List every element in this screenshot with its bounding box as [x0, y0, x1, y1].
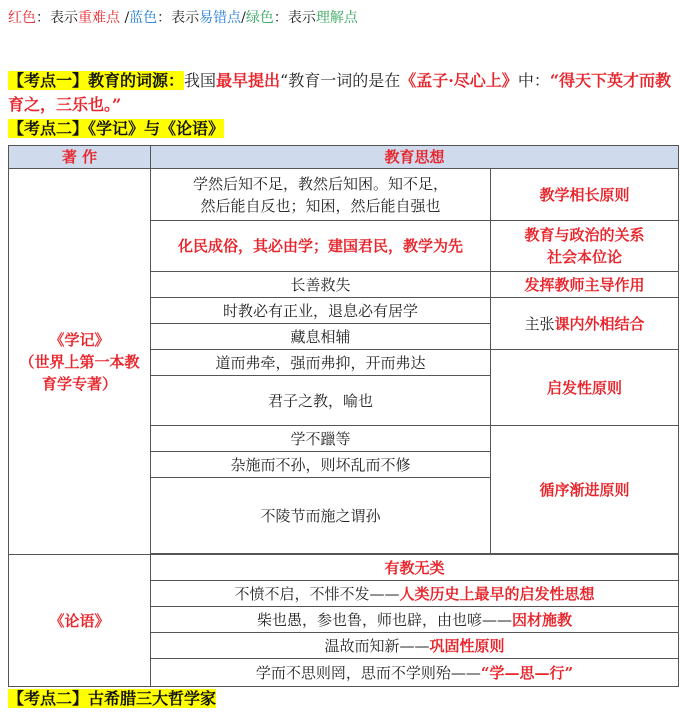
point2-heading: 【考点二】《学记》与《论语》 — [8, 119, 225, 138]
lunyu-note: 人类历史上最早的启发性思想 — [399, 584, 595, 603]
lunyu-cell: 《论语》 — [9, 555, 151, 687]
lunyu-note: 因材施教 — [512, 610, 573, 629]
principle-cell: 教学相长原则 — [491, 169, 679, 221]
lunyu-quote: 温故而知新—— — [324, 636, 430, 655]
quote-cell: 道而弗牵，强而弗抑，开而弗达 — [151, 350, 491, 376]
legend-red-value: 重难点 — [78, 10, 120, 26]
legend-green-sep: ：表示 — [273, 10, 316, 26]
principle-cell — [491, 298, 679, 350]
lunyu-row-4 — [151, 633, 679, 659]
header-thought: 教育思想 — [151, 146, 679, 169]
legend-slash: / — [241, 10, 246, 26]
education-thought-table — [8, 145, 679, 687]
header-works: 著 作 — [9, 146, 151, 169]
quote-cell: 学不躐等 — [151, 426, 491, 452]
quote-cell: 君子之教，喻也 — [151, 376, 491, 426]
legend-green-label: 绿色 — [245, 10, 274, 26]
principle-text: 课内外相结合 — [554, 314, 645, 333]
point3-heading: 【考点二】古希腊三大哲学家 — [8, 689, 217, 708]
lunyu-row-2 — [151, 581, 679, 607]
xueji-title: 《学记》 — [49, 330, 110, 349]
lunyu-quote: 不愤不启，不悱不发—— — [234, 584, 400, 603]
lunyu-quote: 学而不思则罔，思而不学则殆—— — [255, 663, 481, 682]
principle-prefix: 主张 — [524, 314, 555, 333]
xueji-cell — [9, 169, 151, 555]
lunyu-note: 巩固性原则 — [429, 636, 505, 655]
quote-cell: 化民成俗，其必由学；建国君民，教学为先 — [151, 221, 491, 272]
quote-cell: 时教必有正业，退息必有居学 — [151, 298, 491, 324]
quote-cell — [151, 169, 491, 221]
principle-cell: 发挥教师主导作用 — [491, 272, 679, 298]
lunyu-quote: 柴也愚，参也鲁，师也辟，由也喭—— — [256, 610, 512, 629]
principle-cell — [491, 221, 679, 272]
principle-line: 社会本位论 — [547, 248, 623, 266]
point1-paragraph — [8, 69, 680, 117]
quote-cell: 不陵节而施之谓孙 — [151, 478, 491, 554]
legend-red-label: 红色 — [8, 10, 36, 26]
table-row — [9, 169, 679, 221]
quote-line: 学然后知不足，教然后知困。知不足， — [192, 174, 448, 193]
principle-cell: 启发性原则 — [491, 350, 679, 426]
point1-text-2: 最早提出 — [216, 71, 281, 90]
quote-line: 然后能自反也；知困，然后能自强也 — [200, 196, 441, 215]
legend-blue-sep: ：表示 — [157, 10, 200, 26]
principle-cell: 循序渐进原则 — [491, 426, 679, 554]
lunyu-row-1: 有教无类 — [151, 555, 679, 581]
point3-heading-line — [8, 687, 216, 711]
point2-heading-line — [8, 117, 224, 141]
legend-blue-value: 易错点 — [199, 10, 242, 26]
legend-blue-prefix: / — [120, 10, 130, 26]
point1-text-6: “得天下英才而教育之，三乐也。” — [8, 71, 672, 114]
principle-line: 教育与政治的关系 — [524, 226, 645, 244]
xueji-subtitle: （世界上第一本教育学专著） — [19, 352, 140, 393]
legend-blue-label: 蓝色 — [129, 10, 158, 26]
quote-cell: 长善救失 — [151, 272, 491, 298]
lunyu-note: “学—思—行” — [480, 663, 574, 682]
lunyu-row-5 — [151, 659, 679, 687]
quote-cell: 藏息相辅 — [151, 324, 491, 350]
point1-text-1: 我国 — [184, 71, 217, 90]
legend-green-value: 理解点 — [315, 10, 358, 26]
table-row — [9, 555, 679, 581]
lunyu-row-3 — [151, 607, 679, 633]
legend-red-sep: ：表示 — [36, 10, 78, 26]
color-legend — [8, 8, 358, 28]
quote-cell: 杂施而不孙，则坏乱而不修 — [151, 452, 491, 478]
table-header-row — [9, 146, 679, 169]
point1-heading: 【考点一】教育的词源： — [8, 71, 185, 90]
point1-text-3: “教育一词的是在 — [280, 71, 401, 90]
point1-text-4: 《孟子·尽心上》 — [400, 71, 518, 90]
point1-text-5: 中： — [517, 71, 550, 90]
